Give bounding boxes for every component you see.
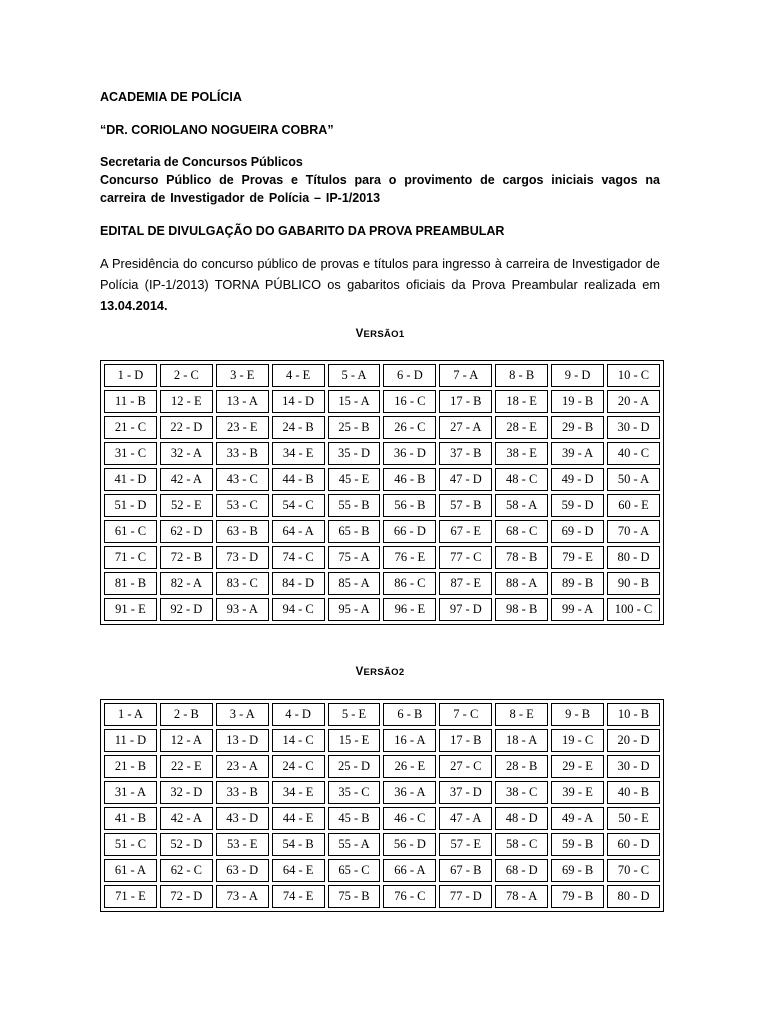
answer-cell: 45 - E (328, 468, 381, 491)
institution-subtitle: “DR. CORIOLANO NOGUEIRA COBRA” (100, 123, 334, 137)
answer-cell: 57 - B (439, 494, 492, 517)
answer-cell: 82 - A (160, 572, 213, 595)
intro-text: A Presidência do concurso público de provas e títulos para ingresso à carreira de Investigador de Polícia (IP-1/2013) TORNA PÚBLICO os gabaritos oficiais da Prova Preambular realizada em (100, 256, 660, 292)
answer-cell: 61 - A (104, 859, 157, 882)
answer-cell: 7 - C (439, 703, 492, 726)
answer-cell: 50 - E (607, 807, 660, 830)
answer-cell: 22 - E (160, 755, 213, 778)
answer-cell: 2 - B (160, 703, 213, 726)
answer-cell: 1 - D (104, 364, 157, 387)
answer-cell: 4 - E (272, 364, 325, 387)
answer-key-table-version1 (100, 360, 664, 625)
answer-cell: 35 - D (328, 442, 381, 465)
answer-cell: 55 - A (328, 833, 381, 856)
answer-cell: 38 - E (495, 442, 548, 465)
answer-cell: 27 - C (439, 755, 492, 778)
answer-cell: 36 - D (383, 442, 436, 465)
answer-cell: 65 - B (328, 520, 381, 543)
contest-description: Concurso Público de Provas e Títulos para o provimento de cargos iniciais vagos na carreira de Investigador de Polícia – IP-1/2013 (100, 173, 660, 205)
answer-cell: 19 - B (551, 390, 604, 413)
answer-cell: 72 - B (160, 546, 213, 569)
answer-cell: 77 - C (439, 546, 492, 569)
answer-cell: 32 - D (160, 781, 213, 804)
answer-cell: 16 - A (383, 729, 436, 752)
answer-cell: 42 - A (160, 807, 213, 830)
answer-cell: 83 - C (216, 572, 269, 595)
answer-cell: 93 - A (216, 598, 269, 621)
answer-cell: 23 - A (216, 755, 269, 778)
answer-cell: 98 - B (495, 598, 548, 621)
answer-cell: 97 - D (439, 598, 492, 621)
answer-cell: 58 - A (495, 494, 548, 517)
answer-cell: 33 - B (216, 442, 269, 465)
answer-cell: 71 - E (104, 885, 157, 908)
answer-cell: 32 - A (160, 442, 213, 465)
answer-cell: 7 - A (439, 364, 492, 387)
answer-cell: 27 - A (439, 416, 492, 439)
answer-cell: 17 - B (439, 390, 492, 413)
table-row (104, 729, 660, 752)
answer-cell: 52 - D (160, 833, 213, 856)
answer-cell: 85 - A (328, 572, 381, 595)
answer-cell: 1 - A (104, 703, 157, 726)
table-row (104, 598, 660, 621)
answer-cell: 77 - D (439, 885, 492, 908)
answer-cell: 30 - D (607, 416, 660, 439)
answer-cell: 19 - C (551, 729, 604, 752)
answer-cell: 46 - B (383, 468, 436, 491)
answer-cell: 9 - D (551, 364, 604, 387)
answer-cell: 79 - E (551, 546, 604, 569)
answer-cell: 84 - D (272, 572, 325, 595)
answer-cell: 20 - D (607, 729, 660, 752)
answer-cell: 79 - B (551, 885, 604, 908)
answer-cell: 33 - B (216, 781, 269, 804)
answer-cell: 61 - C (104, 520, 157, 543)
answer-cell: 75 - A (328, 546, 381, 569)
answer-cell: 17 - B (439, 729, 492, 752)
answer-cell: 71 - C (104, 546, 157, 569)
answer-cell: 53 - C (216, 494, 269, 517)
table-row (104, 703, 660, 726)
answer-cell: 29 - B (551, 416, 604, 439)
answer-cell: 89 - B (551, 572, 604, 595)
answer-cell: 35 - C (328, 781, 381, 804)
intro-paragraph (100, 253, 660, 316)
answer-cell: 24 - C (272, 755, 325, 778)
answer-cell: 70 - C (607, 859, 660, 882)
answer-cell: 15 - A (328, 390, 381, 413)
answer-cell: 60 - E (607, 494, 660, 517)
answer-cell: 54 - B (272, 833, 325, 856)
answer-cell: 73 - D (216, 546, 269, 569)
answer-cell: 8 - E (495, 703, 548, 726)
answer-cell: 45 - B (328, 807, 381, 830)
answer-cell: 63 - D (216, 859, 269, 882)
table-row (104, 520, 660, 543)
notice-title: EDITAL DE DIVULGAÇÃO DO GABARITO DA PROVA PREAMBULAR (100, 224, 505, 238)
answer-cell: 96 - E (383, 598, 436, 621)
answer-cell: 16 - C (383, 390, 436, 413)
answer-cell: 47 - A (439, 807, 492, 830)
answer-cell: 13 - A (216, 390, 269, 413)
answer-cell: 28 - B (495, 755, 548, 778)
table-row (104, 781, 660, 804)
answer-cell: 38 - C (495, 781, 548, 804)
answer-cell: 70 - A (607, 520, 660, 543)
answer-cell: 68 - D (495, 859, 548, 882)
answer-cell: 29 - E (551, 755, 604, 778)
table-row (104, 807, 660, 830)
answer-cell: 48 - C (495, 468, 548, 491)
answer-cell: 63 - B (216, 520, 269, 543)
table-row (104, 364, 660, 387)
answer-cell: 49 - D (551, 468, 604, 491)
answer-cell: 25 - B (328, 416, 381, 439)
answer-cell: 60 - D (607, 833, 660, 856)
department-name: Secretaria de Concursos Públicos (100, 155, 303, 169)
answer-cell: 55 - B (328, 494, 381, 517)
answer-cell: 21 - C (104, 416, 157, 439)
answer-cell: 68 - C (495, 520, 548, 543)
table-row (104, 416, 660, 439)
answer-cell: 34 - E (272, 442, 325, 465)
answer-cell: 39 - A (551, 442, 604, 465)
answer-cell: 40 - B (607, 781, 660, 804)
answer-cell: 2 - C (160, 364, 213, 387)
answer-cell: 65 - C (328, 859, 381, 882)
answer-cell: 24 - B (272, 416, 325, 439)
answer-cell: 39 - E (551, 781, 604, 804)
answer-cell: 41 - B (104, 807, 157, 830)
answer-cell: 54 - C (272, 494, 325, 517)
answer-cell: 72 - D (160, 885, 213, 908)
table-row (104, 468, 660, 491)
answer-cell: 90 - B (607, 572, 660, 595)
answer-cell: 53 - E (216, 833, 269, 856)
answer-cell: 26 - C (383, 416, 436, 439)
answer-cell: 40 - C (607, 442, 660, 465)
answer-cell: 13 - D (216, 729, 269, 752)
answer-cell: 64 - E (272, 859, 325, 882)
answer-cell: 94 - C (272, 598, 325, 621)
answer-cell: 80 - D (607, 546, 660, 569)
answer-cell: 73 - A (216, 885, 269, 908)
answer-cell: 78 - A (495, 885, 548, 908)
answer-cell: 25 - D (328, 755, 381, 778)
answer-cell: 23 - E (216, 416, 269, 439)
answer-cell: 88 - A (495, 572, 548, 595)
table-row (104, 390, 660, 413)
answer-cell: 9 - B (551, 703, 604, 726)
answer-cell: 59 - B (551, 833, 604, 856)
answer-cell: 36 - A (383, 781, 436, 804)
answer-cell: 42 - A (160, 468, 213, 491)
answer-cell: 6 - B (383, 703, 436, 726)
answer-cell: 74 - E (272, 885, 325, 908)
answer-cell: 46 - C (383, 807, 436, 830)
answer-cell: 95 - A (328, 598, 381, 621)
answer-cell: 11 - B (104, 390, 157, 413)
answer-cell: 92 - D (160, 598, 213, 621)
answer-cell: 74 - C (272, 546, 325, 569)
answer-cell: 4 - D (272, 703, 325, 726)
answer-cell: 62 - D (160, 520, 213, 543)
answer-cell: 10 - B (607, 703, 660, 726)
answer-cell: 69 - B (551, 859, 604, 882)
answer-cell: 75 - B (328, 885, 381, 908)
answer-cell: 67 - E (439, 520, 492, 543)
answer-cell: 44 - E (272, 807, 325, 830)
institution-name: ACADEMIA DE POLÍCIA (100, 90, 242, 104)
answer-cell: 50 - A (607, 468, 660, 491)
table-row (104, 885, 660, 908)
table-row (104, 755, 660, 778)
answer-cell: 37 - D (439, 781, 492, 804)
answer-cell: 76 - E (383, 546, 436, 569)
answer-cell: 31 - C (104, 442, 157, 465)
answer-cell: 12 - E (160, 390, 213, 413)
version1-title: VERSÃO1 (355, 328, 405, 340)
table-row (104, 546, 660, 569)
answer-cell: 48 - D (495, 807, 548, 830)
answer-cell: 11 - D (104, 729, 157, 752)
answer-cell: 47 - D (439, 468, 492, 491)
answer-cell: 20 - A (607, 390, 660, 413)
version2-title: VERSÃO2 (355, 666, 405, 678)
answer-cell: 59 - D (551, 494, 604, 517)
answer-cell: 41 - D (104, 468, 157, 491)
answer-cell: 43 - C (216, 468, 269, 491)
answer-cell: 14 - C (272, 729, 325, 752)
answer-cell: 5 - E (328, 703, 381, 726)
answer-cell: 3 - A (216, 703, 269, 726)
answer-cell: 100 - C (607, 598, 660, 621)
answer-key-table-version2 (100, 699, 664, 912)
answer-cell: 18 - A (495, 729, 548, 752)
answer-cell: 51 - D (104, 494, 157, 517)
exam-date: 13.04.2014. (100, 298, 168, 313)
answer-cell: 8 - B (495, 364, 548, 387)
answer-cell: 12 - A (160, 729, 213, 752)
answer-cell: 99 - A (551, 598, 604, 621)
table-row (104, 833, 660, 856)
answer-cell: 44 - B (272, 468, 325, 491)
answer-cell: 69 - D (551, 520, 604, 543)
answer-cell: 37 - B (439, 442, 492, 465)
answer-cell: 58 - C (495, 833, 548, 856)
answer-cell: 57 - E (439, 833, 492, 856)
answer-cell: 67 - B (439, 859, 492, 882)
answer-cell: 91 - E (104, 598, 157, 621)
table-row (104, 859, 660, 882)
answer-cell: 52 - E (160, 494, 213, 517)
answer-cell: 10 - C (607, 364, 660, 387)
answer-cell: 56 - D (383, 833, 436, 856)
table-row (104, 442, 660, 465)
answer-cell: 15 - E (328, 729, 381, 752)
answer-cell: 87 - E (439, 572, 492, 595)
answer-cell: 51 - C (104, 833, 157, 856)
answer-cell: 86 - C (383, 572, 436, 595)
answer-cell: 66 - D (383, 520, 436, 543)
answer-cell: 28 - E (495, 416, 548, 439)
answer-cell: 5 - A (328, 364, 381, 387)
answer-cell: 31 - A (104, 781, 157, 804)
answer-cell: 22 - D (160, 416, 213, 439)
answer-cell: 6 - D (383, 364, 436, 387)
answer-cell: 66 - A (383, 859, 436, 882)
answer-cell: 78 - B (495, 546, 548, 569)
table-row (104, 494, 660, 517)
answer-cell: 43 - D (216, 807, 269, 830)
answer-cell: 3 - E (216, 364, 269, 387)
answer-cell: 76 - C (383, 885, 436, 908)
answer-cell: 49 - A (551, 807, 604, 830)
table-row (104, 572, 660, 595)
answer-cell: 56 - B (383, 494, 436, 517)
answer-cell: 26 - E (383, 755, 436, 778)
answer-cell: 30 - D (607, 755, 660, 778)
answer-cell: 64 - A (272, 520, 325, 543)
answer-cell: 34 - E (272, 781, 325, 804)
answer-cell: 18 - E (495, 390, 548, 413)
answer-cell: 81 - B (104, 572, 157, 595)
answer-cell: 21 - B (104, 755, 157, 778)
answer-cell: 62 - C (160, 859, 213, 882)
answer-cell: 80 - D (607, 885, 660, 908)
answer-cell: 14 - D (272, 390, 325, 413)
